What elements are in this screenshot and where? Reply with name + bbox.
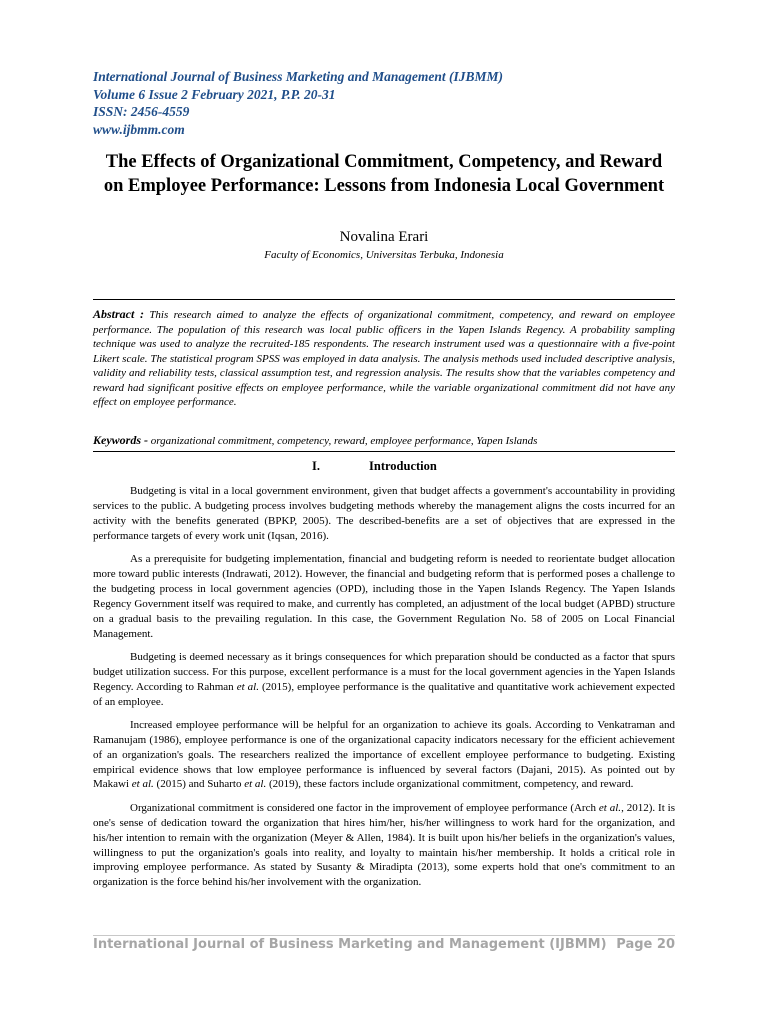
paragraph [93,718,675,793]
paragraph [93,801,675,890]
journal-website[interactable]: www.ijbmm.com [93,121,185,137]
section-title: Introduction [369,459,437,473]
abstract-top-rule [93,299,675,300]
paragraph-text: Budgeting is vital in a local government environment, given that budget affects a government's accountability in providing services to the public. A budgeting process involves budgeting methods whereby the management aligns the costs incurred for an activity with the benefits generated (BPKP, 2005). The described-benefits are a set of objectives that are expressed in the performance targets of every work unit (Iqsan, 2016). [93,485,675,542]
journal-issn: ISSN: 2456-4559 [93,104,190,119]
abstract [93,307,675,410]
paragraph-text: Budgeting is deemed necessary as it brings consequences for which preparation should be conducted as a factor that spurs budget utilization success. For this purpose, excellent performance is a must for the local government agencies in the Yapen Islands Regency. According to Rahman [93,650,675,693]
paragraph [93,650,675,710]
et-al: et al. [598,801,622,814]
journal-issue: Volume 6 Issue 2 February 2021, P.P. 20-31 [93,86,336,102]
paragraph [93,552,675,641]
et-al: et al. [131,778,154,791]
author-name: Novalina Erari [339,229,429,245]
abstract-label: Abstract : [93,307,144,321]
keywords-label: Keywords - [93,433,148,447]
article-title: The Effects of Organizational Commitment, Competency, and Reward on Employee Performance: Lessons from Indonesia Local Government [103,152,665,196]
journal-name: International Journal of Business Marketing and Management (IJBMM) [93,69,503,84]
paragraph-text: , 2012). It is one's sense of dedication toward the organization that hires him/her, his/her willingness to work hard for the organization, and his/her intention to remain with the organization (Meyer & Allen, 1984). It is built upon his/her beliefs in the organization's values, willingness to put the organization's goals into reality, and loyalty to maintain his/her membership. It holds a critical role in improving employee performance. As stated by Susanty & Miradipta (2013), some experts hold that one's commitment to an organization is the force behind his/her involvement with the organization. [93,801,676,889]
page-footer [93,937,675,952]
section-number: I. [312,459,320,473]
journal-header [93,68,503,138]
paragraph-text: Increased employee performance will be helpful for an organization to achieve its goals. According to Venkatraman and Ramanujam (1986), employee performance is one of the organizational capacity indicators necessary for the efficient achievement of an organization's goals. The researchers realized the importance of excellent employee performance to budgeting. Existing empirical evidence shows that low employee performance is influenced by several factors (Dajani, 2015). As pointed out by Makawi [93,718,675,791]
footer-journal-name: International Journal of Business Marketing and Management (IJBMM) [93,937,607,952]
paragraph [93,484,675,544]
keywords-text: organizational commitment, competency, reward, employee performance, Yapen Islands [150,435,538,447]
paragraph-text: Organizational commitment is considered one factor in the improvement of employee performance (Arch [130,801,596,814]
body-text [93,484,675,899]
keywords [93,433,675,448]
footer-divider [93,935,675,936]
keywords-bottom-rule [93,451,675,452]
paragraph-text: (2015), employee performance is the qualitative and quantitative work achievement expected of an employee. [93,680,675,708]
page-number: Page 20 [616,937,675,952]
et-al: et al. [236,680,259,693]
et-al: et al. [244,778,267,791]
abstract-text: This research aimed to analyze the effects of organizational commitment, competency, and reward on employee performance. The population of this research was local public officers in the Yapen Islands Regency. A probability sampling technique was used to analyze the recruited-185 respondents. The research instrument used was a questionnaire with a five-point Likert scale. The statistical program SPSS was employed in data analysis. The analysis methods used included descriptive analysis, validity and reliability tests, classical assumption test, and regression analysis. The results show that the variables competency and reward had significant positive effects on employee performance, while the variable organizational commitment did not have any effect on employee performance. [93,309,676,408]
paragraph-text: As a prerequisite for budgeting implementation, financial and budgeting reform is needed to reorientate budget allocation more toward public interests (Indrawati, 2012). However, the financial and budgeting reform that is performed poses a challenge to the budgeting process in local government agencies (OPD), including those in the Yapen Islands Regency. The Yapen Islands Regency Government itself was required to make, and currently has completed, an adjustment of the local budget (APBD) structure on a gradual basis to the prevailing regulation. In this case, the Government Regulation No. 58 of 2005 on Local Financial Management. [93,553,675,640]
author-affiliation: Faculty of Economics, Universitas Terbuka, Indonesia [264,249,504,261]
paragraph-text: (2015) and Suharto [156,778,242,791]
paragraph-text: (2019), these factors include organizational commitment, competency, and reward. [268,778,634,791]
